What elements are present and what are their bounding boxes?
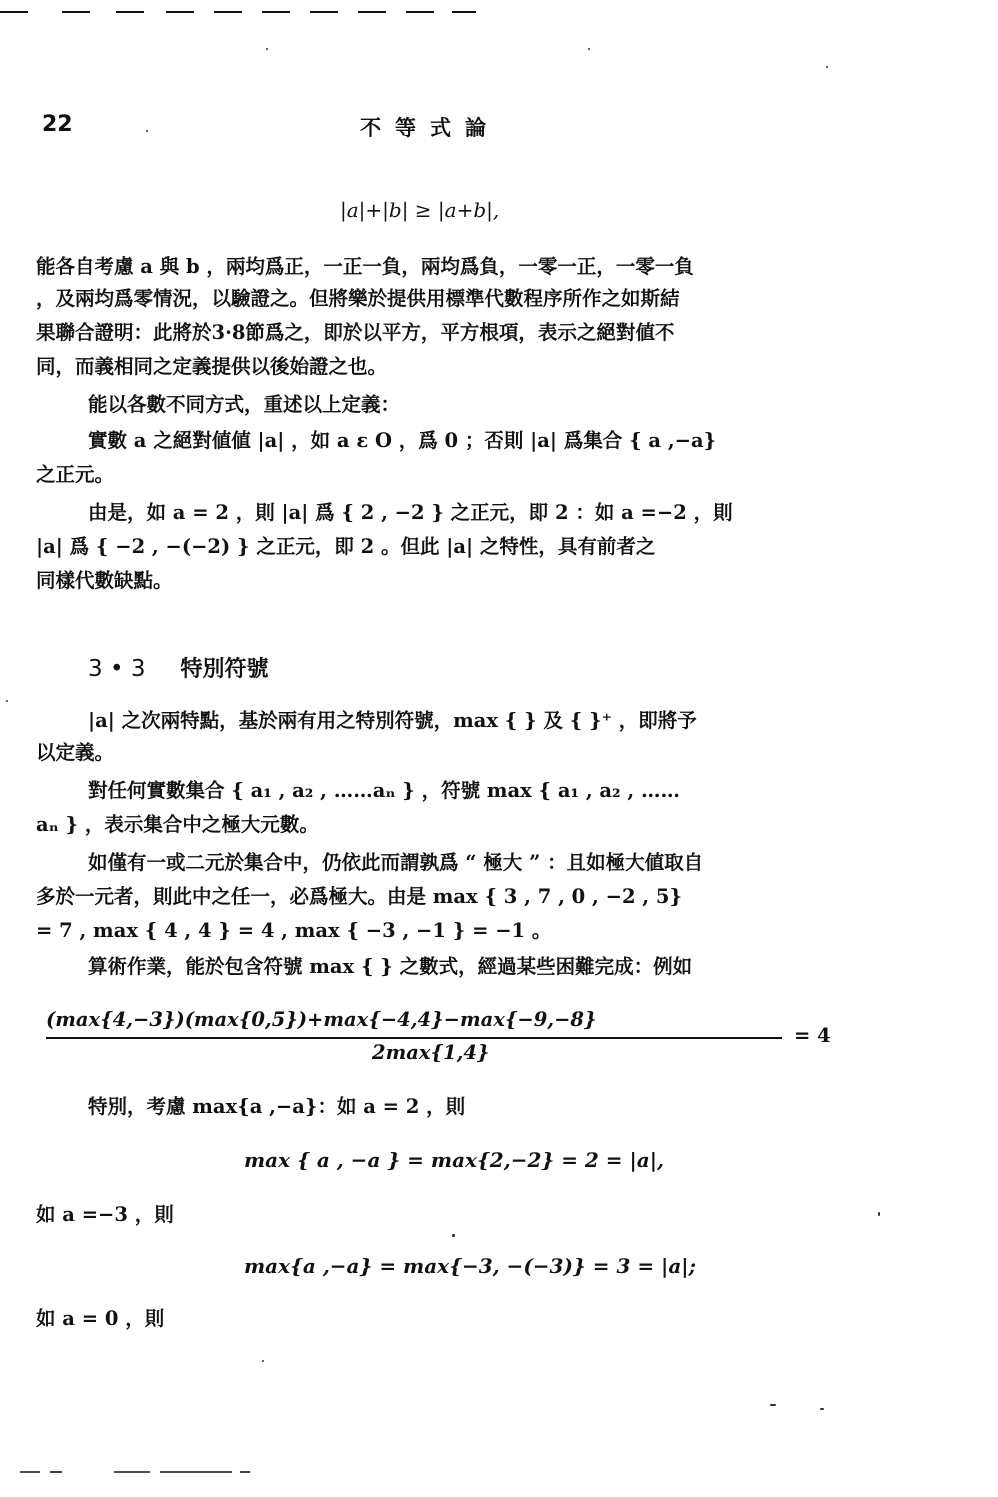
scan-speck [820, 1408, 824, 1410]
paragraph-line: 對任何實數集合 { a₁ , a₂ , ……aₙ } ，符號 max { a₁ , a₂ , …… [88, 779, 680, 802]
scan-speck [266, 48, 268, 50]
scan-speck [878, 1212, 880, 1216]
section-heading [88, 652, 268, 683]
running-title: 不等式論 [360, 115, 500, 140]
section-title: 特別符號 [180, 656, 269, 682]
paragraph-line: 能各自考慮 a 與 b ，兩均爲正，一正一負，兩均爲負，一零一正，一零一負 [36, 255, 694, 278]
scan-edge-top [0, 0, 998, 22]
paragraph-line: 如僅有一或二元於集合中，仍依此而謂孰爲 “ 極大 ” ：且如極大値取自 [88, 851, 704, 874]
fraction-denominator: 2max{1,4} [372, 1041, 490, 1064]
paragraph-line: |a| 爲 { −2 , −(−2) } 之正元，即 2 。但此 |a| 之特性，具有前者之 [36, 535, 656, 558]
scan-speck [6, 700, 8, 702]
scan-speck [826, 66, 828, 68]
scan-speck [452, 1234, 455, 1237]
fraction-result: = 4 [794, 1024, 831, 1047]
scan-speck [262, 1360, 264, 1362]
paragraph-line: 實數 a 之絕對値値 |a| ，如 a ε O ，爲 0 ；否則 |a| 爲集合 { a ,−a} [88, 429, 717, 452]
scan-speck [588, 48, 590, 50]
paragraph-line: 果聯合證明：此將於3·8節爲之，即於以平方，平方根項，表示之絕對値不 [36, 321, 675, 344]
equation-triangle-inequality: |a|+|b| ≥ |a+b|, [340, 198, 500, 222]
scan-speck [146, 130, 148, 132]
scan-speck [770, 1404, 776, 1406]
fraction-bar [46, 1037, 782, 1039]
page-number: 22 [42, 112, 73, 137]
paragraph-line: 多於一元者，則此中之任一，必爲極大。由是 max { 3 , 7 , 0 , −2 , 5} [36, 885, 682, 908]
paragraph-line: |a| 之次兩特點，基於兩有用之特別符號，max { } 及 { }⁺ ，即將予 [88, 709, 697, 732]
paragraph-line: 由是，如 a = 2 ，則 |a| 爲 { 2 , −2 } 之正元，即 2 ：如 a =−2 ，則 [88, 501, 733, 524]
paragraph-line: 同樣代數缺點。 [36, 569, 173, 592]
paragraph-line: 以定義。 [36, 741, 115, 764]
paragraph-line: 如 a =−3 ，則 [36, 1203, 174, 1226]
paragraph-line: 同，而義相同之定義提供以後始證之也。 [36, 355, 388, 378]
paragraph-line: 算術作業，能於包含符號 max { } 之數式，經過某些困難完成：例如 [88, 955, 693, 978]
paragraph-line: aₙ } ，表示集合中之極大元數。 [36, 813, 319, 836]
paragraph-line: = 7 , max { 4 , 4 } = 4 , max { −3 , −1 } = −1 。 [36, 919, 552, 942]
section-number: 3 • 3 [88, 656, 146, 682]
paragraph-line: ，及兩均爲零情況，以驗證之。但將樂於提供用標準代數程序所作之如斯結 [36, 287, 680, 310]
paragraph-line: 特別，考慮 max{a ,−a}：如 a = 2 ，則 [88, 1095, 466, 1118]
paragraph-line: 之正元。 [36, 463, 115, 486]
paragraph-line: 能以各數不同方式，重述以上定義： [88, 393, 401, 416]
equation-max-positive: max { a , −a } = max{2,−2} = 2 = |a|, [244, 1148, 664, 1172]
scan-edge-bottom [0, 1462, 998, 1478]
paragraph-line: 如 a = 0 ，則 [36, 1307, 165, 1330]
fraction-numerator: (max{4,−3})(max{0,5})+max{−4,4}−max{−9,−8} [46, 1008, 597, 1031]
equation-max-negative: max{a ,−a} = max{−3, −(−3)} = 3 = |a|; [244, 1254, 696, 1278]
